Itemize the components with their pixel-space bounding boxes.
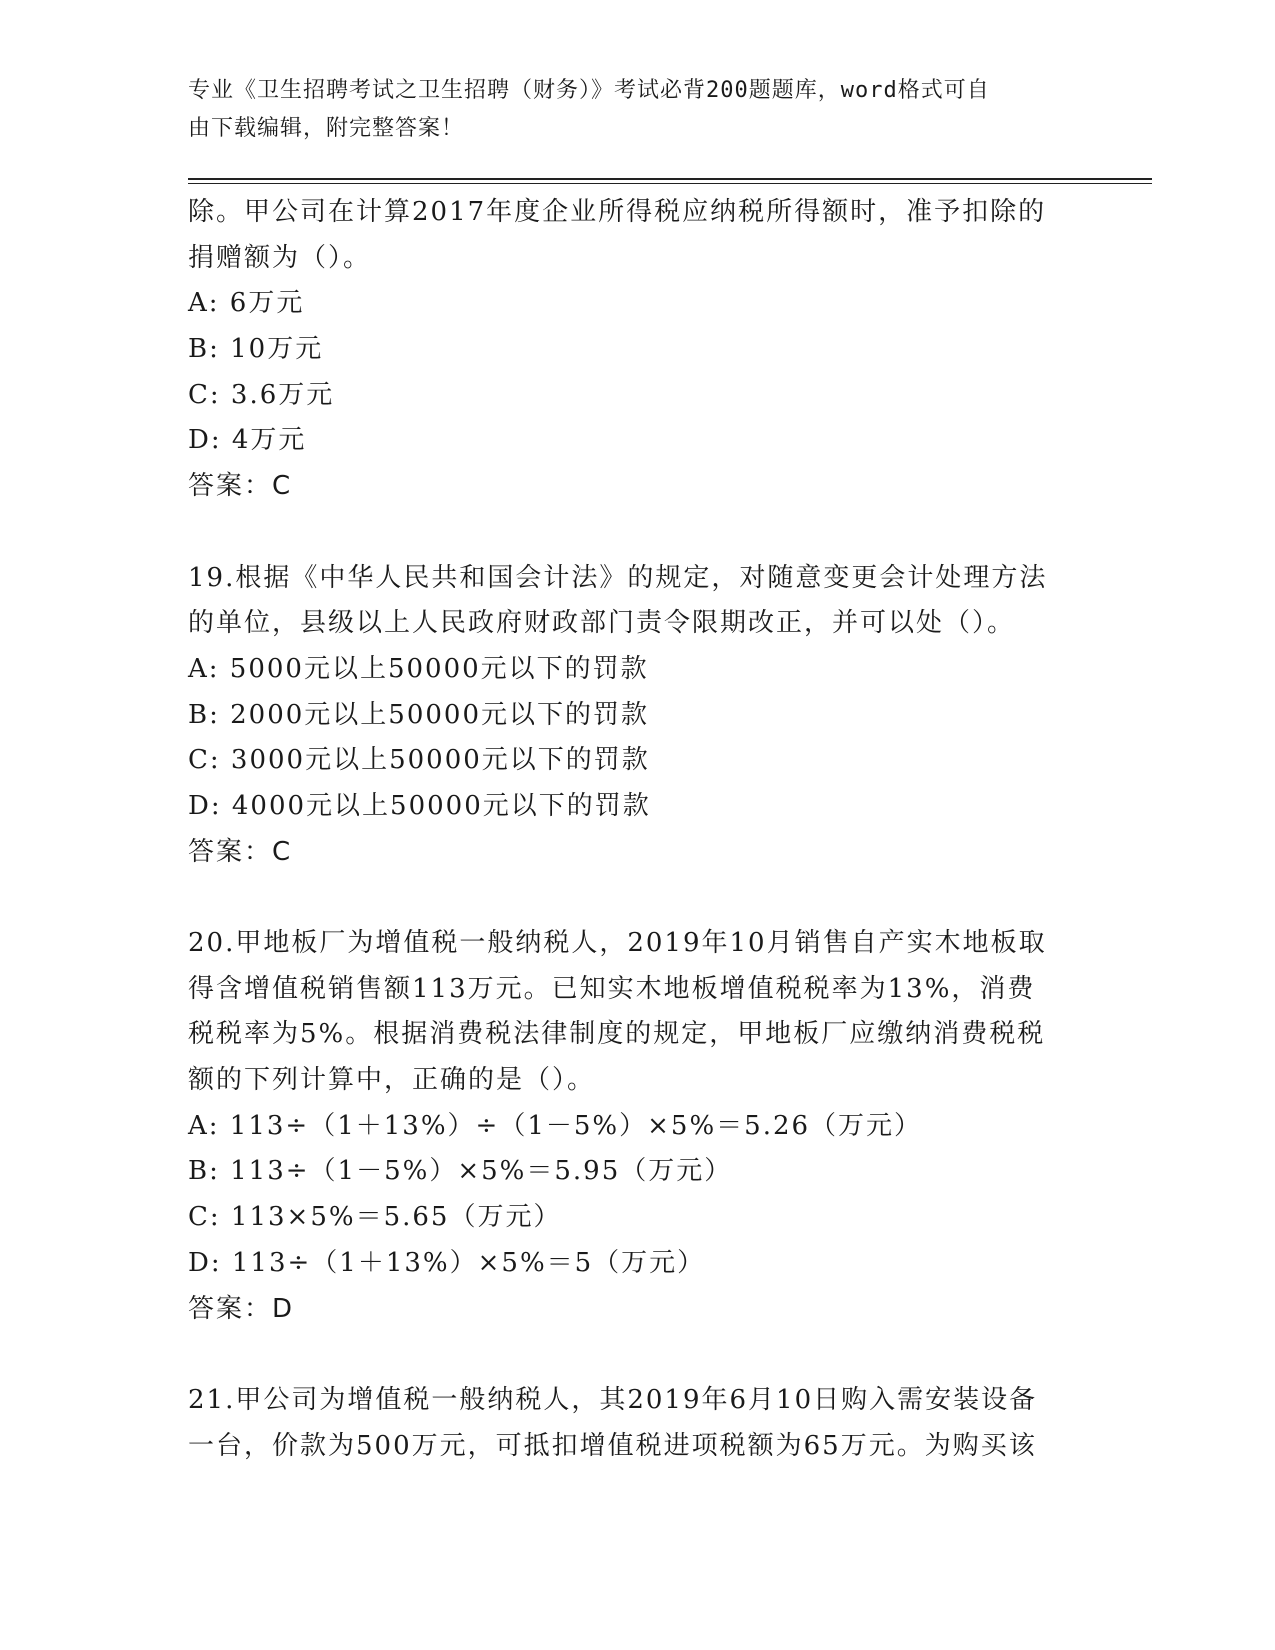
question-18-continued <box>188 190 1088 510</box>
answer-line: 答案：D <box>188 1293 295 1324</box>
question-spacer <box>188 510 1088 556</box>
option-d: D: 4000元以上50000元以下的罚款 <box>188 790 651 821</box>
question-stem-line: 除。甲公司在计算2017年度企业所得税应纳税所得额时，准予扣除的 <box>188 197 1047 227</box>
question-stem-line: 额的下列计算中，正确的是（）。 <box>188 1065 596 1096</box>
header-divider-thick <box>188 178 1152 180</box>
question-spacer <box>188 875 1088 921</box>
question-stem-line: 一台，价款为500万元，可抵扣增值税进项税额为65万元。为购买该 <box>188 1430 1037 1461</box>
option-a: A: 113÷（1＋13%）÷（1－5%）×5%＝5.26（万元） <box>188 1110 923 1141</box>
option-d: D: 113÷（1＋13%）×5%＝5（万元） <box>188 1247 706 1278</box>
question-stem-line: 的单位，县级以上人民政府财政部门责令限期改正，并可以处（）。 <box>188 608 1016 639</box>
question-stem-line: 得含增值税销售额113万元。已知实木地板增值税税率为13%，消费 <box>188 973 1036 1004</box>
header-line-2: 由下载编辑，附完整答案！ <box>188 116 465 141</box>
option-b: B: 2000元以上50000元以下的罚款 <box>188 699 650 730</box>
document-body <box>188 190 1088 1469</box>
document-header <box>188 72 1068 148</box>
option-a: A: 5000元以上50000元以下的罚款 <box>188 653 649 684</box>
question-stem-line: 捐赠额为（）。 <box>188 242 372 273</box>
option-b: B: 10万元 <box>188 334 324 365</box>
question-stem-line: 税税率为5%。根据消费税法律制度的规定，甲地板厂应缴纳消费税税 <box>188 1019 1046 1050</box>
question-20 <box>188 921 1088 1332</box>
header-divider-thin <box>188 183 1152 184</box>
option-c: C: 3.6万元 <box>188 379 335 410</box>
option-d: D: 4万元 <box>188 425 307 456</box>
answer-line: 答案：C <box>188 471 293 502</box>
option-c: C: 3000元以上50000元以下的罚款 <box>188 745 650 776</box>
question-stem-line: 21.甲公司为增值税一般纳税人，其2019年6月10日购入需安装设备 <box>188 1384 1038 1415</box>
answer-line: 答案：C <box>188 836 293 867</box>
question-stem-line: 20.甲地板厂为增值税一般纳税人，2019年10月销售自产实木地板取 <box>188 928 1047 958</box>
option-c: C: 113×5%＝5.65（万元） <box>188 1202 562 1233</box>
header-line-1: 专业《卫生招聘考试之卫生招聘（财务）》考试必背200题题库，word格式可自 <box>188 78 990 103</box>
option-b: B: 113÷（1－5%）×5%＝5.95（万元） <box>188 1156 733 1187</box>
question-stem-line: 19.根据《中华人民共和国会计法》的规定，对随意变更会计处理方法 <box>188 562 1048 593</box>
option-a: A: 6万元 <box>188 288 305 319</box>
question-19 <box>188 556 1088 876</box>
question-21 <box>188 1378 1088 1469</box>
question-spacer <box>188 1332 1088 1378</box>
